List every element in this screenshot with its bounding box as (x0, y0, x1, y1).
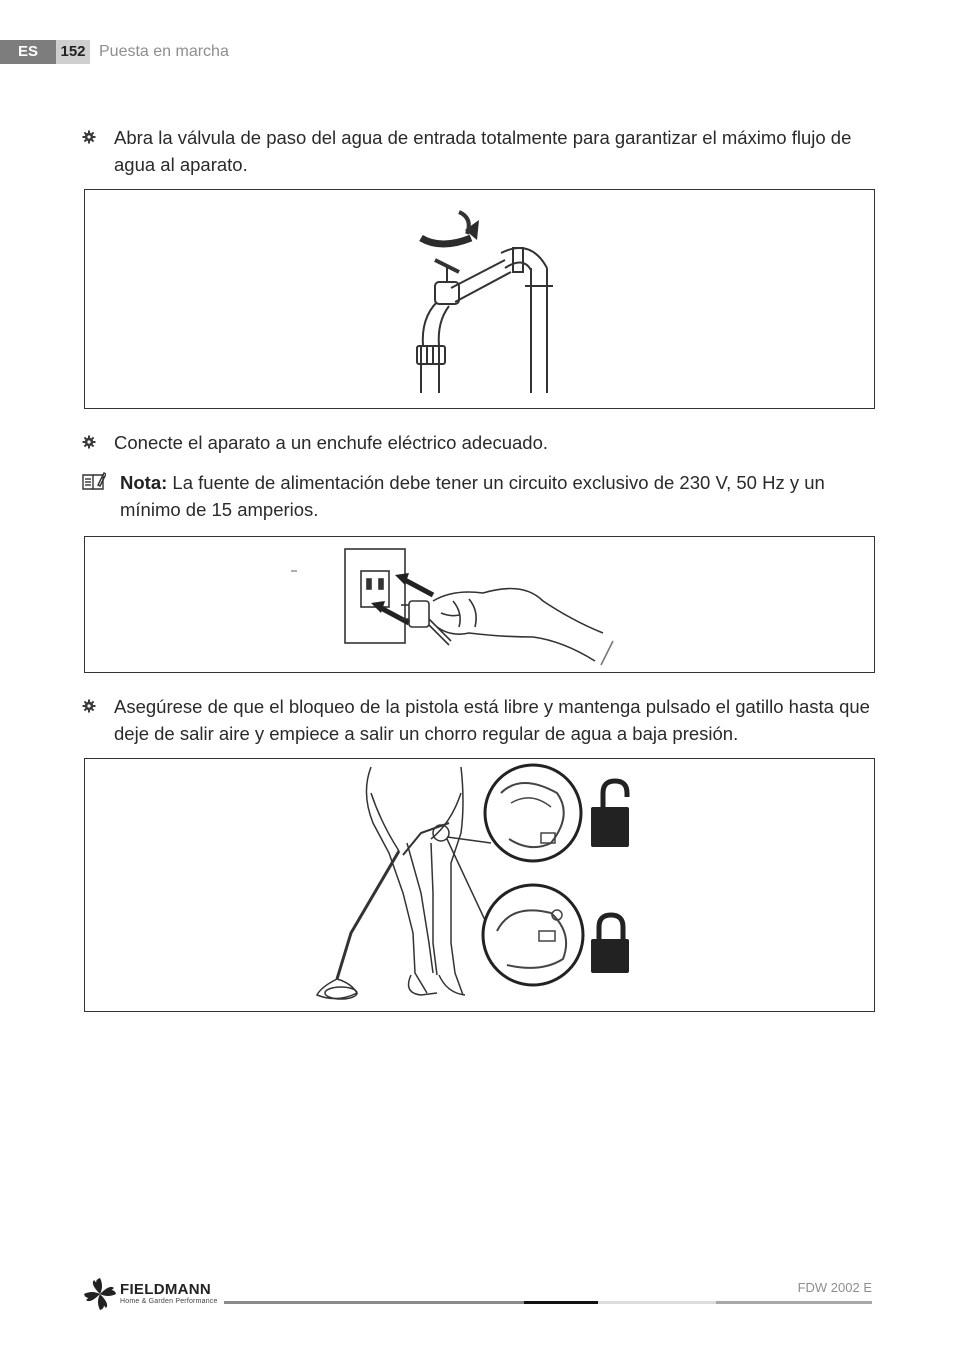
step-2-text: Conecte el aparato a un enchufe eléctrico adecuado. (114, 432, 549, 453)
footer-model: FDW 2002 E (797, 1280, 872, 1295)
figure-plug (84, 536, 875, 673)
page-number: 152 (56, 40, 90, 64)
step-1 (82, 124, 872, 178)
unlocked-padlock-icon (591, 781, 629, 847)
gear-bullet-icon (82, 699, 96, 713)
note-block (82, 469, 872, 523)
footer-brand: FIELDMANN (120, 1281, 212, 1298)
section-title: Puesta en marcha (99, 43, 229, 60)
footer-bar-1 (224, 1301, 524, 1304)
note-label: Nota: (120, 472, 168, 493)
faucet-illustration (401, 198, 561, 398)
footer-bar-4 (716, 1301, 872, 1304)
note-body: La fuente de alimentación debe tener un circuito exclusivo de 230 V, 50 Hz y un mínimo de 15 amperios. (120, 472, 825, 520)
gear-bullet-icon (82, 130, 96, 144)
step-3-text: Asegúrese de que el bloqueo de la pistola está libre y mantenga pulsado el gatillo hasta que deje de salir aire y empiece a salir un chorro regular de agua a baja presión. (114, 696, 870, 744)
language-badge: ES (0, 40, 56, 64)
open-book-note-icon (82, 471, 106, 491)
step-3 (82, 693, 872, 747)
step-1-text: Abra la válvula de paso del agua de entrada totalmente para garantizar el máximo flujo de agua al aparato. (114, 127, 852, 175)
step-2 (82, 429, 872, 456)
footer-bar-2 (524, 1301, 598, 1304)
footer-bar-3 (598, 1301, 716, 1304)
figure-spray-gun (84, 758, 875, 1012)
note-text (120, 469, 872, 523)
gear-bullet-icon (82, 435, 96, 449)
page-header (0, 40, 229, 64)
fieldmann-logo-icon (82, 1276, 118, 1312)
spray-gun-illustration (311, 763, 651, 1007)
plug-illustration (283, 541, 623, 669)
footer-tagline: Home & Garden Performance (120, 1298, 218, 1305)
locked-padlock-icon (591, 915, 629, 973)
figure-faucet (84, 189, 875, 409)
